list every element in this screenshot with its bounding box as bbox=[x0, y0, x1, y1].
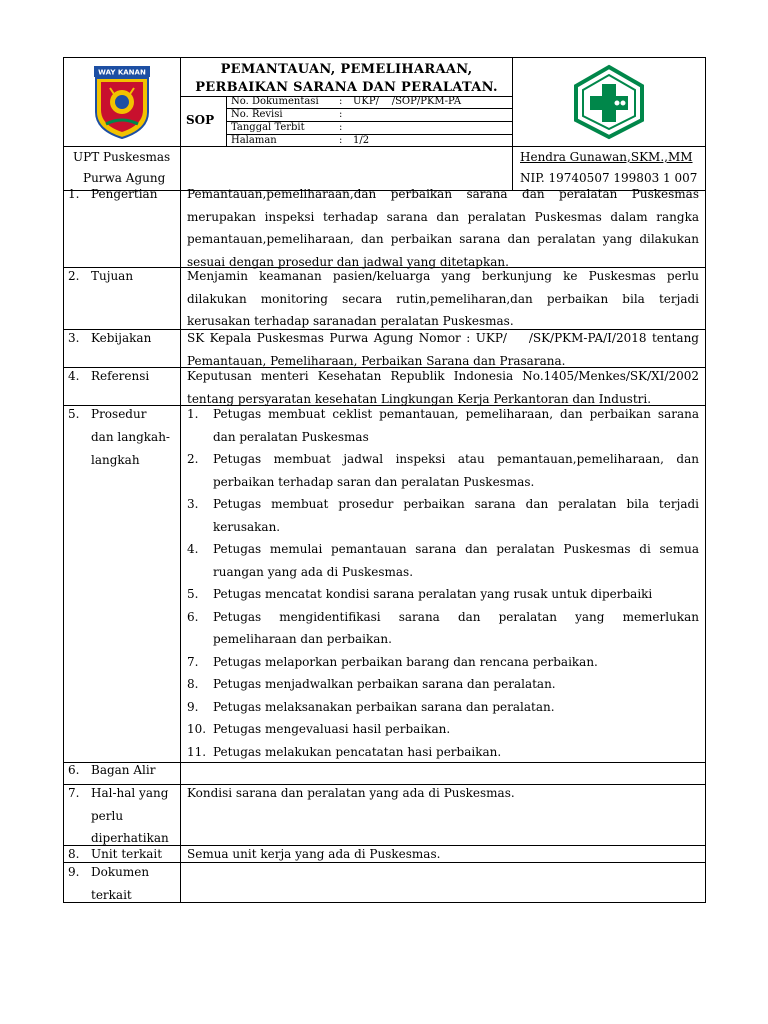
signer-name: Hendra Gunawan,SKM.,MM bbox=[520, 150, 693, 164]
step-number: 6. bbox=[187, 609, 199, 624]
step-number: 7. bbox=[187, 654, 199, 669]
section-label-tujuan: Tujuan bbox=[91, 269, 134, 283]
sop-label: SOP bbox=[186, 113, 215, 127]
procedure-step bbox=[181, 718, 699, 741]
section-label-prosedur-line2: dan langkah- bbox=[91, 430, 170, 444]
section-text-hal: Kondisi sarana dan peralatan yang ada di Puskesmas. bbox=[187, 786, 515, 800]
section-label-pengertian: Pengertian bbox=[91, 187, 158, 201]
step-text: Petugas memulai pemantauan sarana dan peralatan Puskesmas di semua ruangan yang ada di Puskesmas. bbox=[213, 542, 699, 579]
meta-row bbox=[227, 122, 512, 135]
meta-label: No. Dokumentasi bbox=[231, 96, 319, 107]
procedure-steps bbox=[181, 403, 699, 763]
step-text: Petugas melaporkan perbaikan barang dan rencana perbaikan. bbox=[213, 654, 598, 669]
procedure-step bbox=[181, 403, 699, 448]
section-label-kebijakan: Kebijakan bbox=[91, 331, 152, 345]
procedure-list bbox=[181, 403, 699, 763]
section-number: 8. bbox=[68, 847, 80, 861]
step-text: Petugas mengidentifikasi sarana dan peralatan yang memerlukan pemeliharaan dan perbaikan. bbox=[213, 609, 699, 646]
section-label-unit-terkait: Unit terkait bbox=[91, 847, 163, 861]
step-text: Petugas membuat ceklist pemantauan, pemeliharaan, dan perbaikan sarana dan peralatan Puskesmas bbox=[213, 407, 699, 444]
procedure-step bbox=[181, 606, 699, 651]
section-number: 5. bbox=[68, 407, 80, 421]
section-text-unit-terkait: Semua unit kerja yang ada di Puskesmas. bbox=[187, 847, 441, 861]
meta-table bbox=[227, 96, 512, 147]
section-number: 2. bbox=[68, 269, 80, 283]
procedure-step bbox=[181, 493, 699, 538]
meta-row bbox=[227, 96, 512, 109]
signer-nip: NIP. 19740507 199803 1 007 bbox=[520, 171, 698, 185]
section-text-tujuan: Menjamin keamanan pasien/keluarga yang berkunjung ke Puskesmas perlu dilakukan monitoring secara rutin,pemeliharan,dan perbaikan bila terjadi kerusakan terhadap saranadan peralatan Puskesmas. bbox=[187, 269, 699, 328]
step-text: Petugas menjadwalkan perbaikan sarana dan peralatan. bbox=[213, 677, 556, 691]
step-number: 3. bbox=[187, 497, 199, 511]
section-number: 6. bbox=[68, 763, 80, 777]
procedure-step bbox=[181, 651, 699, 674]
step-number: 9. bbox=[187, 699, 199, 714]
puskesmas-logo bbox=[570, 64, 648, 140]
section-text-kebijakan: SK Kepala Puskesmas Purwa Agung Nomor : UKP/ /SK/PKM-PA/I/2018 tentang Pemantauan, Pemeliharaan, Perbaikan Sarana dan Prasarana. bbox=[187, 331, 703, 368]
step-number: 11. bbox=[187, 744, 207, 759]
step-text: Petugas membuat jadwal inspeksi atau pemantauan,pemeliharaan, dan perbaikan terhadap saran dan peralatan Puskesmas. bbox=[213, 452, 699, 489]
step-text: Petugas mengevaluasi hasil perbaikan. bbox=[213, 722, 451, 736]
org-name-line1: UPT Puskesmas bbox=[73, 150, 171, 164]
step-number: 5. bbox=[187, 587, 199, 601]
section-label-prosedur-line3: langkah bbox=[91, 453, 140, 467]
step-number: 8. bbox=[187, 677, 199, 691]
meta-label: Halaman bbox=[231, 135, 277, 146]
section-number: 7. bbox=[68, 786, 80, 800]
way-kanan-logo bbox=[90, 64, 154, 140]
section-label-bagan-alir: Bagan Alir bbox=[91, 763, 156, 777]
meta-sep: : bbox=[339, 109, 343, 120]
procedure-step bbox=[181, 448, 699, 493]
procedure-step bbox=[181, 583, 699, 606]
section-number: 3. bbox=[68, 331, 80, 345]
section-label-hal-line3: diperhatikan bbox=[91, 831, 169, 845]
meta-row bbox=[227, 109, 512, 122]
section-text-referensi: Keputusan menteri Kesehatan Republik Indonesia No.1405/Menkes/SK/XI/2002 tentang persyaratan kesehatan Lingkungan Kerja Perkantoran dan Industri. bbox=[187, 369, 699, 406]
section-label-dokumen-line1: Dokumen bbox=[91, 865, 150, 879]
org-name-line2: Purwa Agung bbox=[83, 171, 166, 185]
step-number: 1. bbox=[187, 407, 199, 421]
procedure-step bbox=[181, 741, 699, 764]
meta-sep: : bbox=[339, 135, 343, 146]
section-label-prosedur-line1: Prosedur bbox=[91, 407, 147, 421]
document-title-line2: PERBAIKAN SARANA DAN PERALATAN. bbox=[195, 80, 498, 95]
step-number: 10. bbox=[187, 722, 207, 736]
section-text-pengertian: Pemantauan,pemeliharaan,dan perbaikan sarana dan peralatan Puskesmas merupakan inspeksi terhadap sarana dan peralatan Puskesmas dalam rangka pemantauan,pemeliharaan, dan perbaikan sarana dan peralatan yang dilakukan sesuai dengan prosedur dan jadwal yang ditetapkan. bbox=[187, 187, 699, 269]
step-text: Petugas melakukan pencatatan hasi perbaikan. bbox=[213, 744, 502, 759]
section-number: 9. bbox=[68, 865, 80, 879]
procedure-step bbox=[181, 673, 699, 696]
section-label-hal-line2: perlu bbox=[91, 809, 124, 823]
meta-label: Tanggal Terbit bbox=[231, 122, 305, 133]
step-text: Petugas melaksanakan perbaikan sarana dan peralatan. bbox=[213, 699, 555, 714]
document-title-line1: PEMANTAUAN, PEMELIHARAAN, bbox=[220, 62, 473, 77]
step-text: Petugas mencatat kondisi sarana peralatan yang rusak untuk diperbaiki bbox=[213, 587, 653, 601]
section-label-hal-line1: Hal-hal yang bbox=[91, 786, 169, 800]
procedure-step bbox=[181, 538, 699, 583]
step-number: 4. bbox=[187, 542, 199, 556]
section-label-dokumen-line2: terkait bbox=[91, 888, 132, 902]
meta-value: 1/2 bbox=[353, 135, 370, 146]
section-number: 1. bbox=[68, 187, 80, 201]
step-number: 2. bbox=[187, 452, 199, 466]
step-text: Petugas membuat prosedur perbaikan sarana dan peralatan bila terjadi kerusakan. bbox=[213, 497, 699, 534]
meta-sep: : bbox=[339, 122, 343, 133]
section-label-referensi: Referensi bbox=[91, 369, 150, 383]
meta-value: UKP/ /SOP/PKM-PA bbox=[353, 96, 462, 107]
meta-label: No. Revisi bbox=[231, 109, 283, 120]
meta-sep: : bbox=[339, 96, 343, 107]
svg-text:WAY KANAN: WAY KANAN bbox=[98, 68, 146, 77]
section-number: 4. bbox=[68, 369, 80, 383]
procedure-step bbox=[181, 696, 699, 719]
